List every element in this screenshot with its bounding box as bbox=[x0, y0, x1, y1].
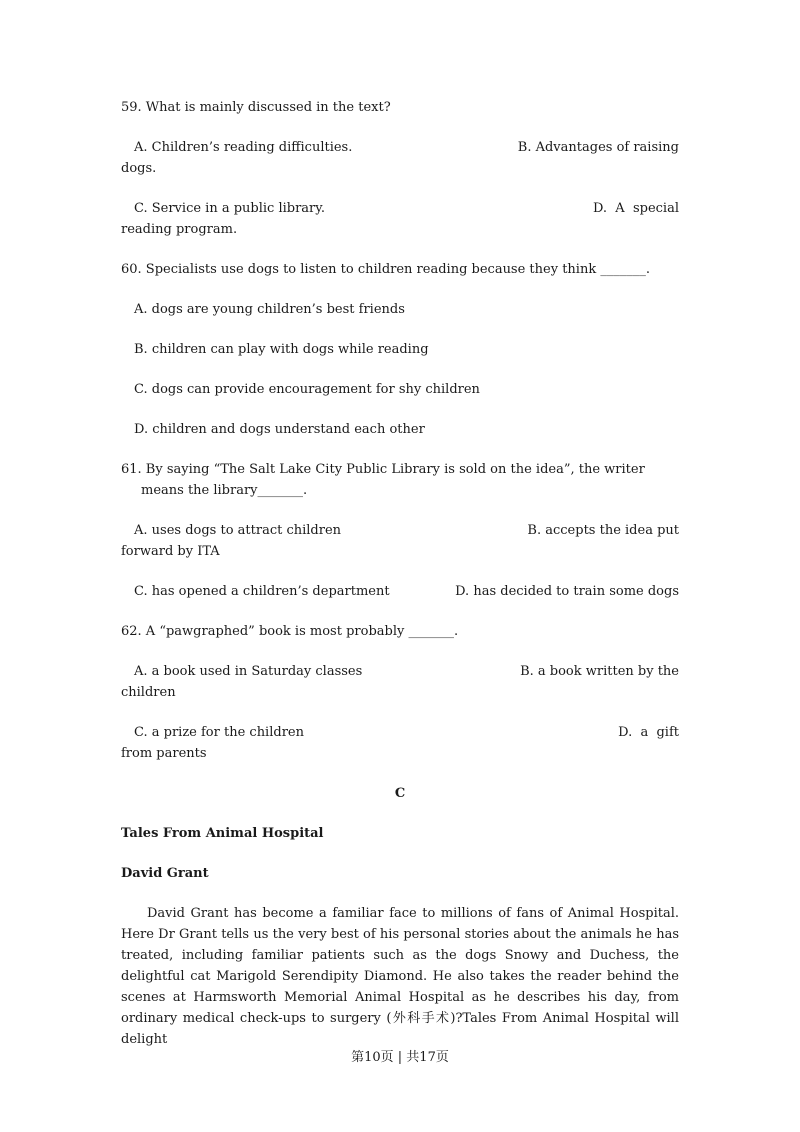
question-61-option-d: D. has decided to train some dogs bbox=[455, 584, 679, 599]
question-62-option-c: C. a prize for the children bbox=[134, 725, 304, 740]
question-62-stem: 62. A “pawgraphed” book is most probably _______. bbox=[121, 624, 459, 639]
question-59-option-d: D. A special bbox=[592, 201, 679, 216]
question-61-option-b: B. accepts the idea put bbox=[527, 523, 679, 538]
question-61-options-cd bbox=[121, 581, 679, 602]
question-62-options-cd bbox=[121, 722, 679, 764]
question-59-option-c: C. Service in a public library. bbox=[134, 201, 326, 216]
question-62-option-b: B. a book written by the bbox=[520, 664, 679, 679]
question-61-options-ab bbox=[121, 520, 679, 562]
question-60-option-a: A. dogs are young children’s best friends bbox=[134, 302, 405, 317]
question-59-option-d-cont: reading program. bbox=[121, 222, 238, 237]
question-59-options-ab bbox=[121, 137, 679, 179]
section-letter: C bbox=[394, 786, 406, 801]
page-footer: 第10页 | 共17页 bbox=[351, 1050, 449, 1065]
question-62-option-d-cont: from parents bbox=[121, 746, 207, 761]
passage-paragraph: David Grant has become a familiar face to millions of fans of Animal Hospital. Here Dr Grant tells us the very best of his personal stories about the animals he has treated, including familiar patients such as the dogs Snowy and Duchess, the delightful cat Marigold Serendipity Diamond. He also takes the reader behind the scenes at Harmsworth Memorial Animal Hospital as he describes his day, from ordinary medical check-ups to surgery (外科手术)?Tales From Animal Hospital will delight bbox=[121, 906, 679, 1047]
question-62-option-d: D. a gift bbox=[618, 725, 679, 740]
question-62-option-a: A. a book used in Saturday classes bbox=[134, 664, 363, 679]
question-59-option-b: B. Advantages of raising bbox=[517, 140, 679, 155]
question-59-option-a: A. Children’s reading difficulties. bbox=[134, 140, 353, 155]
question-60-option-b: B. children can play with dogs while reading bbox=[134, 342, 429, 357]
question-62-options-ab bbox=[121, 661, 679, 703]
question-60-stem: 60. Specialists use dogs to listen to children reading because they think _______. bbox=[121, 262, 650, 277]
question-59-options-cd bbox=[121, 198, 679, 240]
question-61-stem: 61. By saying “The Salt Lake City Public Library is sold on the idea”, the writer bbox=[121, 462, 645, 477]
question-61-option-a: A. uses dogs to attract children bbox=[134, 523, 342, 538]
passage-title: Tales From Animal Hospital bbox=[121, 826, 324, 841]
question-59-option-b-cont: dogs. bbox=[121, 161, 157, 176]
passage-author: David Grant bbox=[121, 866, 209, 881]
document-body bbox=[121, 97, 679, 1050]
question-61-option-b-cont: forward by ITA bbox=[121, 544, 220, 559]
question-61-option-c: C. has opened a children’s department bbox=[134, 584, 390, 599]
question-59-stem: 59. What is mainly discussed in the text? bbox=[121, 100, 391, 115]
question-61-stem-cont: means the library_______. bbox=[141, 483, 308, 498]
question-62-option-b-cont: children bbox=[121, 685, 176, 700]
question-60-option-c: C. dogs can provide encouragement for shy children bbox=[134, 382, 480, 397]
question-60-option-d: D. children and dogs understand each other bbox=[134, 422, 425, 437]
